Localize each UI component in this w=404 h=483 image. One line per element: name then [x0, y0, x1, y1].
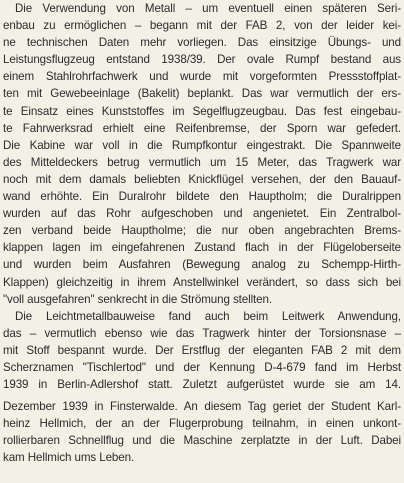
text-line: kam Hellmich ums Leben.: [3, 451, 135, 465]
text-line: zen verband beide Hauptholme; die nur oben angebrachten Brems-: [3, 224, 401, 238]
text-line: ne technischen Daten mehr vorliegen. Das einsitzige Übungs- und: [3, 36, 401, 50]
text-line: "voll ausgefahren" senkrecht in die Strömung stellten.: [3, 292, 272, 306]
text-line: te Fahrwerksrad erhielt eine Reifenbremse, der Sporn war gefedert.: [3, 121, 401, 135]
text-line: mit Stoff bespannt wurde. Der Erstflug der eleganten FAB 2 mit dem: [3, 343, 401, 357]
text-line: wurden auf das Rohr aufgeschoben und angenietet. Ein Zentralbol-: [3, 207, 401, 221]
text-line: te Einsatz eines Kunststoffes im Segelflugzeugbau. Das fest eingebau-: [3, 104, 401, 118]
text-line: das – vermutlich ebenso wie das Tragwerk hinter der Torsionsnase –: [3, 326, 401, 340]
text-line: Scherznamen "Tischlertod" und der Kennung D-4-679 fand im Herbst: [3, 360, 401, 374]
text-line: noch mit dem damals beliebten Knickflügel versehen, der den Bauauf-: [3, 172, 401, 186]
paragraph-metal-construction: [3, 0, 401, 308]
text-column-lower: [3, 398, 401, 466]
text-line: wand erhöhte. Ein Duralrohr bildete den Hauptholm; die Duralrippen: [3, 190, 401, 204]
text-line: und wurden beim Ausfahren (Bewegung analog zu Schempp-Hirth-: [3, 258, 401, 272]
text-line: enbau zu ermöglichen – begann mit der FAB 2, von der leider kei-: [3, 19, 401, 33]
text-column-upper: [3, 0, 401, 393]
paragraph-tail-and-first-flight: [3, 308, 401, 393]
text-line: 1939 in Berlin-Adlershof statt. Zuletzt aufgerüstet wurde sie am 14.: [3, 378, 401, 392]
text-line: rollierbaren Schnellflug und die Maschine zerplatzte in der Luft. Dabei: [3, 434, 401, 448]
text-line: ten mit Gewebeeinlage (Bakelit) beplankt. Das war vermutlich der ers-: [3, 87, 401, 101]
text-line: klappen lagen im eingefahrenen Zustand flach in der Flügeloberseite: [3, 241, 401, 255]
text-line: Leistungsflugzeug entstand 1938/39. Der ovale Rumpf bestand aus: [3, 53, 401, 67]
text-line: des Mitteldeckers betrug vermutlich um 15 Meter, das Tragwerk war: [3, 155, 401, 169]
text-line: Die Verwendung von Metall – um eventuell einen späteren Seri-: [15, 2, 401, 15]
text-line: heinz Hellmich, der an der Flugerprobung teilnahm, in einen unkont-: [3, 417, 401, 431]
text-line: Klappen) gleichzeitig in ihrem Anstellwinkel verändert, so dass sich bei: [3, 275, 401, 289]
text-line: Die Kabine war voll in die Rumpfkontur eingestrakt. Die Spannweite: [3, 138, 401, 152]
text-line: einem Stahlrohrfachwerk und wurde mit vorgeformten Pressstoffplat-: [3, 70, 401, 84]
text-line: Die Leichtmetallbauweise fand auch beim Leitwerk Anwendung,: [15, 309, 401, 323]
text-line: Dezember 1939 in Finsterwalde. An diesem Tag geriet der Student Karl-: [3, 400, 401, 413]
paragraph-crash: [3, 398, 401, 466]
